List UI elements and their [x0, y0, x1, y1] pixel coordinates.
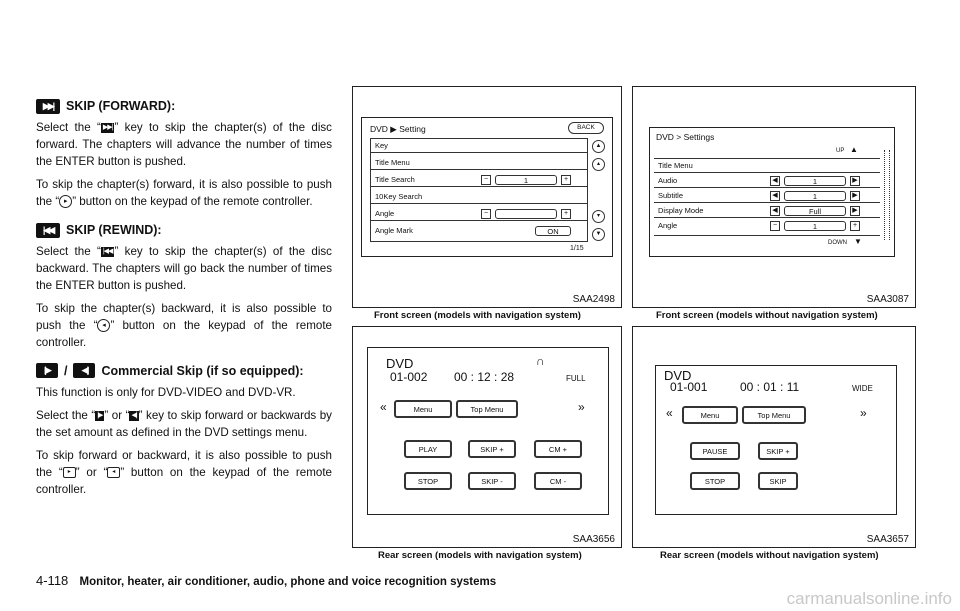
scroll-bottom-icon[interactable]: ▼: [592, 228, 605, 241]
elapsed-time: 00 : 01 : 11: [740, 380, 800, 394]
angle-mark-value[interactable]: ON: [535, 226, 571, 236]
page-number: 4-118: [36, 573, 69, 588]
scroll-down-icon[interactable]: ▼: [854, 237, 862, 246]
scroll-up-icon[interactable]: ▴: [592, 158, 605, 171]
skip-rewind-icon: |◀◀: [36, 223, 60, 238]
commercial-skip-forward-icon: |▶: [97, 411, 103, 419]
elapsed-time: 00 : 12 : 28: [454, 370, 515, 384]
commercial-skip-paragraph-1: This function is only for DVD-VIDEO and DVD-VR.: [36, 386, 296, 399]
subtitle-value: 1: [784, 191, 846, 201]
stop-button[interactable]: STOP: [404, 472, 452, 490]
source-label: DVD: [664, 368, 692, 383]
display-mode: WIDE: [852, 384, 873, 393]
remote-cm-back-icon: ◂: [107, 467, 120, 478]
page-indicator: 1/15: [570, 245, 584, 252]
remote-cm-forward-icon: ▸: [63, 467, 76, 478]
scroll-down-label: DOWN: [828, 240, 847, 246]
menu-button[interactable]: Menu: [682, 406, 738, 424]
scrollbar[interactable]: [884, 150, 890, 240]
scroll-up-label: UP: [836, 148, 845, 154]
minus-button[interactable]: −: [481, 175, 491, 185]
commercial-skip-forward-icon: |▶: [36, 363, 58, 378]
skip-rewind-icon: |◀◀: [102, 247, 113, 255]
next-arrow-icon[interactable]: »: [860, 406, 867, 420]
menu-item-title-search[interactable]: Title Search: [371, 173, 587, 187]
figure-caption: Rear screen (models without navigation system): [660, 550, 879, 561]
figure-code: SAA2498: [572, 294, 615, 305]
track-number: 01-001: [670, 380, 708, 394]
menu-item-angle[interactable]: Angle: [371, 207, 587, 221]
rear-nav-screen: [367, 347, 609, 515]
skip-button[interactable]: SKIP: [758, 472, 798, 490]
track-number: 01-002: [390, 370, 428, 384]
skip-rewind-paragraph-1: Select the “ |◀◀ ” key to skip the chapter(s) of the disc backward. The chapters will go back the number of times the ENTER button is pushed.: [36, 245, 332, 292]
menu-item-angle[interactable]: Angle: [658, 221, 678, 230]
plus-button[interactable]: +: [561, 175, 571, 185]
figure-front-no-nav: [632, 86, 916, 308]
figure-code: SAA3656: [572, 534, 615, 545]
skip-forward-icon: ▶▶|: [36, 99, 60, 114]
figure-caption: Rear screen (models with navigation system): [378, 550, 582, 561]
skip-forward-icon: ▶▶|: [102, 123, 113, 131]
menu-item-audio[interactable]: Audio: [654, 174, 880, 188]
commercial-skip-paragraph-2: Select the “ |▶ ” or “ ◀| ” key to skip forward or backwards by the set amount as defined in the DVD settings menu.: [36, 409, 332, 439]
scroll-up-icon[interactable]: ▲: [850, 145, 858, 154]
display-mode-left-button[interactable]: ◀: [770, 206, 780, 216]
figure-front-nav: [352, 86, 622, 308]
angle-plus-button[interactable]: +: [561, 209, 571, 219]
subtitle-left-button[interactable]: ◀: [770, 191, 780, 201]
back-button[interactable]: BACK: [568, 122, 604, 134]
menu-item-subtitle[interactable]: Subtitle: [654, 189, 880, 203]
top-menu-button[interactable]: Top Menu: [742, 406, 806, 424]
menu-item-title-menu[interactable]: Title Menu: [371, 156, 587, 170]
skip-forward-heading: ▶▶| SKIP (FORWARD):: [36, 98, 332, 115]
angle-value: [495, 209, 557, 219]
prev-arrow-icon[interactable]: «: [380, 400, 387, 414]
footer-title: Monitor, heater, air conditioner, audio, phone and voice recognition systems: [79, 576, 497, 588]
cm-plus-button[interactable]: CM +: [534, 440, 582, 458]
scroll-top-icon[interactable]: ▲: [592, 140, 605, 153]
cm-minus-button[interactable]: CM -: [534, 472, 582, 490]
stop-button[interactable]: STOP: [690, 472, 740, 490]
next-arrow-icon[interactable]: »: [578, 400, 585, 414]
angle-minus-button[interactable]: −: [770, 221, 780, 231]
menu-item-angle-mark[interactable]: Angle Mark: [375, 226, 413, 235]
figure-rear-nav: [352, 326, 622, 548]
watermark: carmanualsonline.info: [786, 589, 952, 608]
skip-forward-paragraph-2: To skip the chapter(s) forward, it is also possible to push the “ ▸ ” button on the keypad of the remote controller.: [36, 178, 332, 208]
display-mode-value: Full: [784, 206, 846, 216]
menu-item-title-menu[interactable]: Title Menu: [654, 159, 880, 173]
front-nav-screen: [361, 117, 613, 257]
skip-forward-paragraph-1: Select the “ ▶▶| ” key to skip the chapter(s) of the disc forward. The chapters will advance the number of times the ENTER button is pushed.: [36, 121, 332, 168]
figure-caption: Front screen (models without navigation system): [656, 310, 878, 321]
display-mode-right-button[interactable]: ▶: [850, 206, 860, 216]
source-label: DVD: [386, 356, 414, 371]
skip-plus-button[interactable]: SKIP +: [468, 440, 516, 458]
menu-button[interactable]: Menu: [394, 400, 452, 418]
title-search-value: 1: [495, 175, 557, 185]
screen-title: DVD ▶ Setting: [370, 124, 426, 134]
display-mode: FULL: [566, 374, 586, 383]
page-footer: [36, 573, 496, 588]
figure-rear-no-nav: [632, 326, 916, 548]
commercial-skip-heading: |▶ / ◀| Commercial Skip (if so equipped):: [36, 363, 332, 380]
skip-rewind-paragraph-2: To skip the chapter(s) backward, it is also possible to push the “ ◂ ” button on the keypad of the remote controller.: [36, 302, 332, 349]
figure-code: SAA3657: [866, 534, 909, 545]
menu-item-10key-search[interactable]: 10Key Search: [371, 190, 587, 204]
top-menu-button[interactable]: Top Menu: [456, 400, 518, 418]
skip-minus-button[interactable]: SKIP -: [468, 472, 516, 490]
skip-rewind-heading: |◀◀ SKIP (REWIND):: [36, 222, 332, 239]
pause-button[interactable]: PAUSE: [690, 442, 740, 460]
prev-arrow-icon[interactable]: «: [666, 406, 673, 420]
audio-left-button[interactable]: ◀: [770, 176, 780, 186]
play-button[interactable]: PLAY: [404, 440, 452, 458]
skip-plus-button[interactable]: SKIP +: [758, 442, 798, 460]
commercial-skip-back-icon: ◀|: [73, 363, 95, 378]
commercial-skip-back-icon: ◀|: [131, 411, 137, 419]
figure-code: SAA3087: [866, 294, 909, 305]
settings-menu-list: [370, 138, 588, 242]
remote-skip-forward-icon: ▸: [59, 195, 72, 208]
menu-item-display-mode[interactable]: Display Mode: [654, 204, 880, 218]
angle-value: 1: [784, 221, 846, 231]
screen-title: DVD > Settings: [656, 132, 715, 142]
body-text-column: [36, 92, 332, 504]
angle-minus-button[interactable]: −: [481, 209, 491, 219]
rear-no-nav-screen: [655, 365, 897, 515]
figure-caption: Front screen (models with navigation system): [374, 310, 581, 321]
remote-skip-rewind-icon: ◂: [97, 319, 110, 332]
menu-item-key[interactable]: Key: [371, 139, 587, 153]
front-no-nav-screen: [649, 127, 895, 257]
audio-value: 1: [784, 176, 846, 186]
audio-right-button[interactable]: ▶: [850, 176, 860, 186]
settings-menu-list: [654, 158, 880, 236]
disc-icon: ∩: [536, 354, 545, 368]
subtitle-right-button[interactable]: ▶: [850, 191, 860, 201]
scroll-down-icon[interactable]: ▾: [592, 210, 605, 223]
angle-plus-button[interactable]: +: [850, 221, 860, 231]
commercial-skip-paragraph-3: To skip forward or backward, it is also possible to push the “ ▸ ” or “ ◂ ” button on the keypad of the remote controller.: [36, 449, 332, 496]
